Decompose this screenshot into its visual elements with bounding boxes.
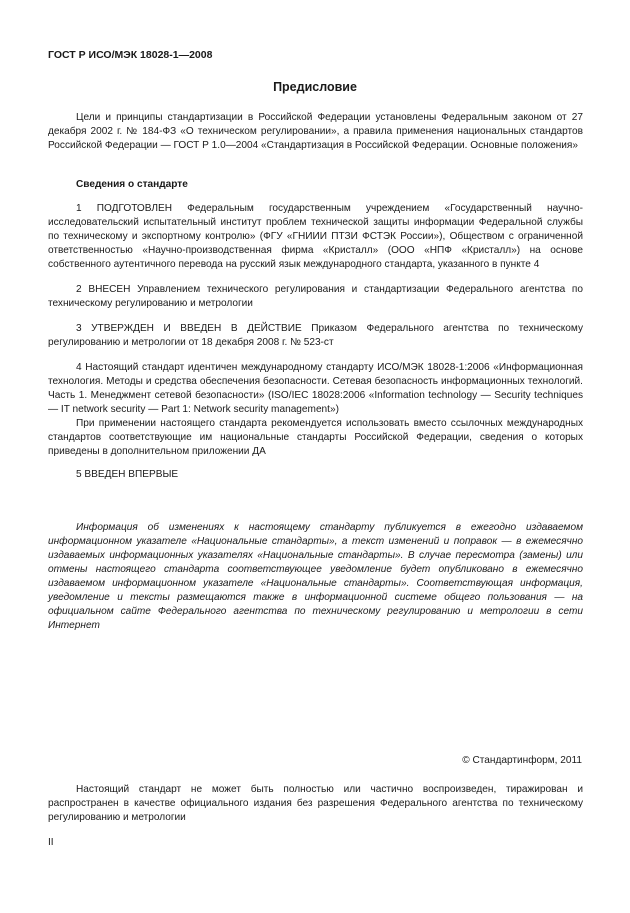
item-2-paragraph: 2 ВНЕСЕН Управлением технического регулирования и стандартизации Федерального агентства по техническому регулированию и метрологии [48, 284, 583, 309]
item-3-paragraph: 3 УТВЕРЖДЕН И ВВЕДЕН В ДЕЙСТВИЕ Приказом Федерального агентства по техническому регулированию и метрологии от 18 декабря 2008 г. № 523-ст [48, 323, 583, 348]
page-number: II [48, 837, 54, 848]
notice-block [48, 521, 583, 633]
document-header: ГОСТ Р ИСО/МЭК 18028-1—2008 [48, 49, 213, 61]
intro-block [48, 111, 583, 153]
rights-block [48, 783, 583, 825]
rights-paragraph: Настоящий стандарт не может быть полностью или частично воспроизведен, тиражирован и распространен в качестве официального издания без разрешения Федерального агентства по техническому регулированию и метрологии [48, 784, 583, 823]
item-5-paragraph: 5 ВВЕДЕН ВПЕРВЫЕ [76, 469, 179, 480]
item-1-block [48, 202, 583, 272]
item-4-paragraph: 4 Настоящий стандарт идентичен международному стандарту ИСО/МЭК 18028-1:2006 «Информационная технология. Методы и средства обеспечения безопасности. Сетевая безопасность информационных технологий. Часть 1. Менеджмент сетевой безопасности» (ISO/IEC 18028:2006 «Information technology — Security techniques — IT network security — Part 1: Network security management») [48, 362, 583, 415]
item-4-note-paragraph: При применении настоящего стандарта рекомендуется использовать вместо ссылочных международных стандартов соответствующие им национальные стандарты Российской Федерации, сведения о которых приведены в дополнительном приложении ДА [48, 418, 583, 457]
info-heading: Сведения о стандарте [76, 179, 188, 190]
notice-paragraph: Информация об изменениях к настоящему стандарту публикуется в ежегодно издаваемом информационном указателе «Национальные стандарты», а текст изменений и поправок — в ежемесячно издаваемых информационных указателях «Национальные стандарты». В случае пересмотра (замены) или отмены настоящего стандарта соответствующее уведомление будет опубликовано в ежемесячно издаваемом информационном указателе «Национальные стандарты». Соответствующая информация, уведомление и тексты размещаются также в информационной системе общего пользования — на официальном сайте Федерального агентства по техническому регулированию и метрологии в сети Интернет [48, 522, 583, 631]
item-3-block [48, 322, 583, 350]
page-title: Предисловие [273, 80, 357, 94]
intro-paragraph: Цели и принципы стандартизации в Российской Федерации установлены Федеральным законом от 27 декабря 2002 г. № 184-ФЗ «О техническом регулировании», а правила применения национальных стандартов Российской Федерации — ГОСТ Р 1.0—2004 «Стандартизация в Российской Федерации. Основные положения» [48, 112, 583, 151]
item-1-paragraph: 1 ПОДГОТОВЛЕН Федеральным государственным учреждением «Государственный научно-исследовательский испытательный институт проблем технической защиты информации Федеральной службы по техническому и экспортному контролю» (ФГУ «ГНИИИ ПТЗИ ФСТЭК России»), Обществом с ограниченной ответственностью «Научно-производственная фирма «Кристалл» (ООО «НПФ «Кристалл») на основе собственного аутентичного перевода на русский язык международного стандарта, указанного в пункте 4 [48, 203, 583, 270]
info-section [48, 178, 583, 192]
item-4-block [48, 361, 583, 459]
item-5-block [48, 468, 583, 482]
item-2-block [48, 283, 583, 311]
copyright-line: © Стандартинформ, 2011 [462, 755, 582, 766]
